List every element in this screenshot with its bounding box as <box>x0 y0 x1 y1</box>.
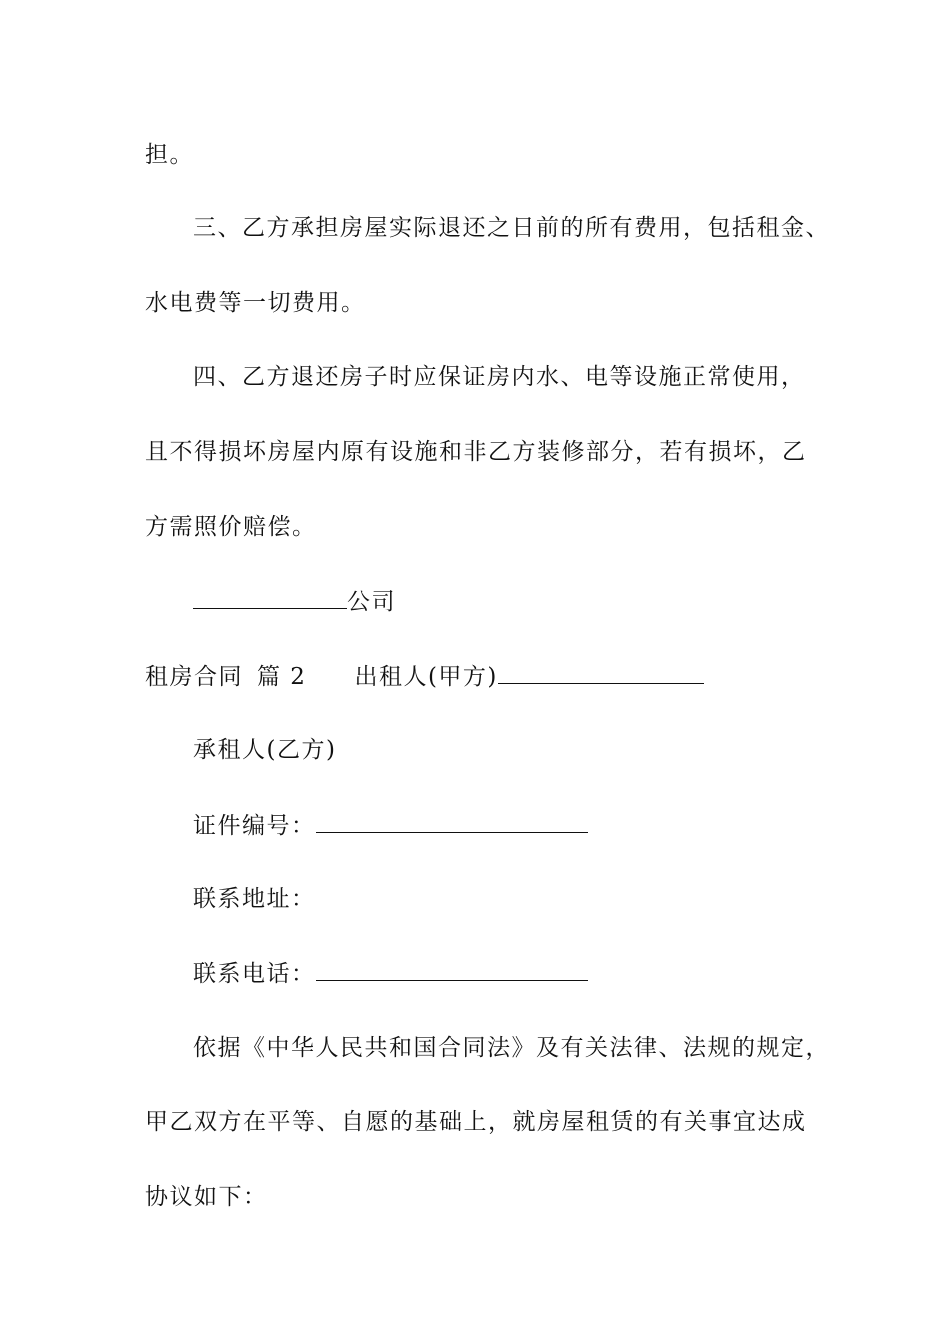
paragraph-line: 四、乙方退还房子时应保证房内水、电等设施正常使用， <box>193 364 806 390</box>
company-name-blank <box>193 586 347 609</box>
phone-line <box>193 958 588 989</box>
company-signature-line <box>193 586 396 617</box>
lessee-label: 承租人(乙方) <box>193 737 337 763</box>
paragraph-line: 协议如下： <box>145 1184 268 1210</box>
paragraph-line: 且不得损坏房屋内原有设施和非乙方装修部分，若有损坏，乙 <box>145 439 807 465</box>
phone-blank <box>316 958 588 981</box>
phone-label: 联系电话： <box>193 961 316 987</box>
paragraph-line: 依据《中华人民共和国合同法》及有关法律、法规的规定， <box>193 1035 830 1061</box>
lessor-blank <box>498 661 704 684</box>
paragraph-line: 水电费等一切费用。 <box>145 290 366 316</box>
id-number-label: 证件编号： <box>193 813 316 839</box>
company-suffix: 公司 <box>347 589 396 615</box>
address-label: 联系地址： <box>193 886 316 912</box>
paragraph-line: 三、乙方承担房屋实际退还之日前的所有费用，包括租金、 <box>193 215 830 241</box>
id-number-line <box>193 810 588 841</box>
id-number-blank <box>316 810 588 833</box>
contract-title: 租房合同 <box>145 664 243 690</box>
lessor-label: 出租人(甲方) <box>354 664 498 690</box>
contract-section: 篇 2 <box>257 664 307 690</box>
paragraph-line: 甲乙双方在平等、自愿的基础上，就房屋租赁的有关事宜达成 <box>145 1109 807 1135</box>
paragraph-line: 方需照价赔偿。 <box>145 514 317 540</box>
paragraph-line: 担。 <box>145 142 194 168</box>
contract-heading-line <box>145 661 704 692</box>
